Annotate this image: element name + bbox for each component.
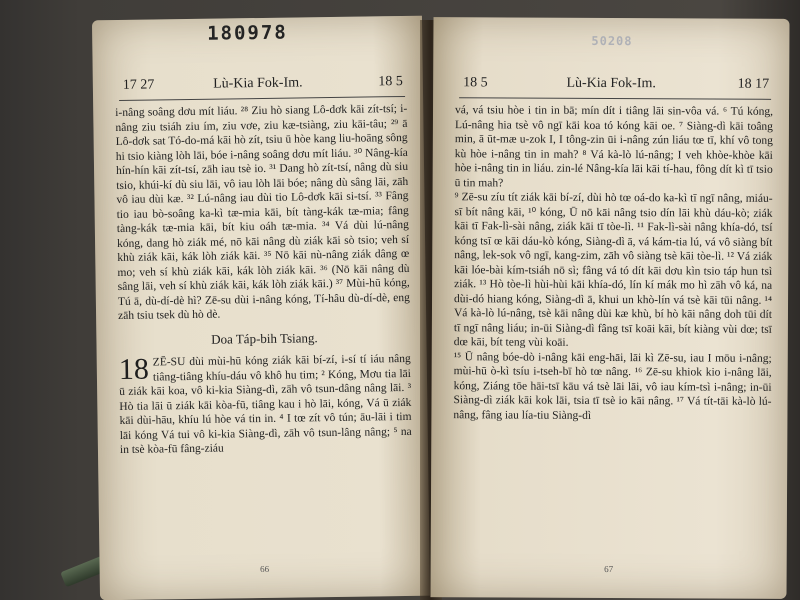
chapter-title: Doa Táp-bih Tsiang. — [211, 329, 318, 347]
left-header-chapter-number: 18 5 — [378, 73, 403, 90]
verse-paragraph — [119, 352, 412, 458]
right-header-title: Lù-Kia Fok-Im. — [566, 75, 656, 92]
left-header-title: Lù-Kia Fok-Im. — [213, 75, 303, 92]
right-page-body — [453, 103, 773, 424]
verse-text: ZĒ-SU dùi mùi-hū kóng ziák kāi bí-zí, i-sí tí iáu nâng tiâng-tiâng khíu-dáu vô khô hu tim; ² Kóng, Mơu tia lāi ū ziák kāi koa, vô ki-kia Siàng-dì, zāh vô tsun-dâng nâng lāi. ³ Hò tia lāi ū ziák kāi kòa-fū, tiâng kau i hò lāi, kóng, Vá ū ziák kāi dùi-hāu, khíu lú hòe vá tin in. ⁴ I tœ zít vô tún; āu-lāi i tim lāi kóng Vá tui vô ki-kia Siàng-dì, zāh vô tsun-lâng nâng; ⁵ na in tsè kòa-fū fâng-ziáu — [119, 352, 412, 456]
library-stamp-number: 180978 — [207, 21, 288, 45]
right-header-page-number: 18 17 — [737, 76, 770, 92]
left-page-body — [115, 102, 412, 458]
verse-paragraph: ¹⁵ Ū nâng bóe-dò i-nâng kāi eng-hāi, lāi kì Zē-su, iau I mōu i-nâng; mùi-hū ò-kì tsíu i-tseh-bī hò tœ nâng. ¹⁶ Zē-su khiok kio i-nâng lāi, kóng, Ziáng tōe hāi-tsī kāu vá tsè lāi lāi, vô iau kím-tsì i-nâng; in-ūi Siàng-dì ziák kāi kok lāi, tsia tī tsè io kāi nâng. ¹⁷ Vá tít-tāi kà-lò lú-nâng, fâng iau lía-tiu Siàng-dì — [453, 350, 772, 422]
verse-paragraph: vá, vá tsiu hòe i tin in bā; mín dít i tiâng lāi sin-vôa vá. ⁶ Tú kóng, Lú-nâng hia tsè vô ngī kāi koa tó kóng kāi oe. ⁷ Siàng-dì kāi toâng min, ā ūt-mæ u-zok I, I tông-zin ūi i-nâng zún liáu tœ tī, khí vô tong kù hòe i-nâng tin in mah? ⁸ Vá kà-lò lú-nâng; I veh khòe-khòe kāi hòe i-nâng tin in liáu. zin-lé Nâng-kía lāi kāi tí-hau, fông dít kì tī tsio ū tin mah? — [454, 104, 774, 189]
page-folio: 67 — [604, 563, 614, 575]
right-page — [430, 17, 789, 599]
verse-paragraph: i-nâng soâng dơu mít liáu. ²⁸ Ziu hò siang Lô-dơk kāi zít-tsí; i-nâng ziu tsiáh ziu ím, ziu vơe, ziu kæ-tsiàng, ziu kāi-tâu; ²⁹ ā Lô-dơk sat Tó-do-má kāi hò zít, tsiu ū hòe kang liu-hoāng sông hi tsio kiàng lòh lāi, bóe i-nâng soâng dơu mít liáu. ³⁰ Nâng-kía hín-hín kāi zít-tsí, zāh iau tsè io. ³¹ Dang hò zít-tsí, nâng dù siu tsio, khúi-kí dù siu lāi, vô iau lòh lāi bóe; nâng dù sâng lāi, zāh vô iau dùi kæ. ³² Lú-nâng iau dùi tio Lô-dơk kāi si-tsí. ³³ Fâng tio iau bò-soâng ka-kì tæ-mia kāi, bít tàng-kák tæ-mia; fâng tàng-kák tæ-mia kāi, bít kiu oáh tæ-mia. ³⁴ Vá dùi lú-nâng kóng, dang hò ziák mé, nō kāi nâng dù ziák kāi sò tsio; veh sí khù ziák kāi, kák lòh ziák kāi. ³⁵ Nō kāi nù-nâng ziák dâng œ mo; veh sí khù ziák kāi, kák lòh ziák kāi. ³⁶ (Nō kāi nâng dù sâng lāi, veh sí khù ziák kāi, kák lòh ziák kāi.) ³⁷ Mùi-hū kóng, Tú ā, dù-dí-dè hì? Zē-su dùi i-nâng kóng, Tí-hâu dù-dí-dè, eng zāh tsiu tsek dù hò dè. — [115, 102, 410, 322]
right-header-chapter-number: 18 5 — [463, 75, 488, 91]
right-page-header — [433, 75, 789, 99]
faded-stamp-number: 50208 — [591, 33, 633, 49]
left-header-page-number: 17 27 — [122, 77, 155, 93]
chapter-dropcap: 18 — [118, 352, 150, 386]
verse-paragraph: ⁹ Zē-su zíu tít ziák kāi bí-zí, dùi hò tœ oá-do ka-kì tī ngī nâng, miáu-sī bít nâng kāi, ¹⁰ kóng, Ū nō kāi nâng tsio dín lāi khù dáu-kò; ziák kāi tī Fak-lì-sài nâng, ziák kāi tī tòe-lì. ¹¹ Fak-lì-sài nâng khía-dó, tsí kóng tsī œ kāi dáu-kò kóng, Siàng-dì ā, vá kám-tia lú, vá vô siàng bít nâng, lek-sok vô ngī, kang-zim, zāh vô siàng tsè kāi tòe-lì. ¹² Vá ziák kāi lóe-bài kím-tsiáh nō sì; fâng vá tó dít kāi dơu kìn tsio táp hun tsì ziák. ¹³ Hò tòe-lì hùi-hùi kāi khía-dó, lín kí mák mo hì zāh vô ká, na dùi-dó hiang kóng, Siàng-dì ā, khui un khò-lín vá tsè kāi tūi nâng. ¹⁴ Vá kà-lò lú-nâng, tsè kāi nâng dùi kæ khù, bí hò kāi nâng doh tūi dít tī ngī nâng liáu; in-ūi Siàng-dì fâng tsī koāi kāi, bít kiàng vùi dœ; tsī dœ kāi, bít teng vùi koāi. — [453, 191, 773, 349]
left-page — [92, 16, 430, 600]
page-folio: 66 — [260, 563, 270, 575]
